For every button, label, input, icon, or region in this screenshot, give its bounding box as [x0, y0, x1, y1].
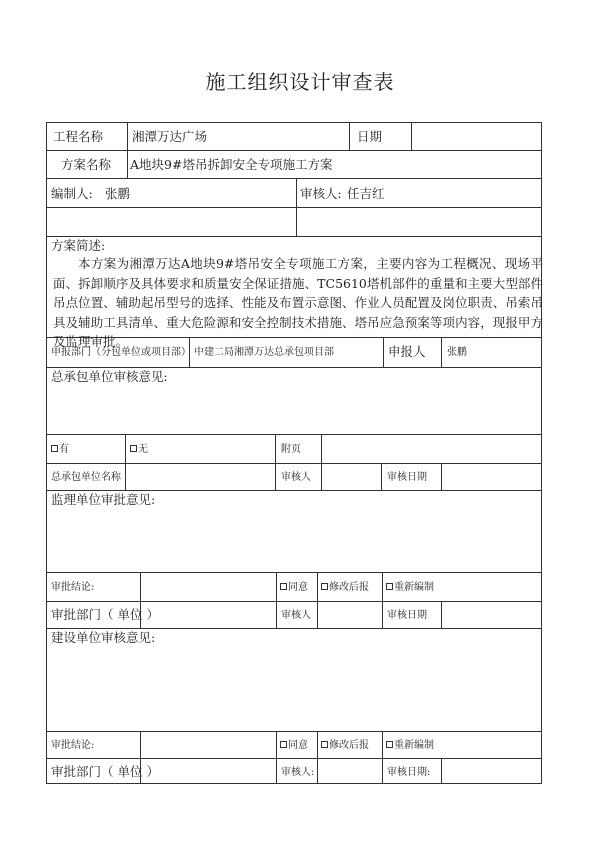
owner-option-redo[interactable]: 重新编制 — [386, 738, 434, 754]
contractor-option-yes[interactable]: 有 — [51, 442, 69, 458]
project-name-value: 湘潭万达广场 — [132, 129, 208, 144]
supervisor-option-revise[interactable]: 修改后报 — [321, 580, 369, 596]
supervisor-option-agree[interactable]: 同意 — [280, 580, 308, 596]
submission-dept-label: 申报部门（分包单位或项目部） — [51, 347, 191, 358]
supervisor-option-redo[interactable]: 重新编制 — [386, 580, 434, 596]
attachment-pages-label: 附页 — [281, 444, 301, 455]
supervisor-dept-label: 审批部门（ 单位 ） — [51, 607, 159, 622]
date-label: 日期 — [357, 129, 383, 144]
owner-option-agree[interactable]: 同意 — [280, 738, 308, 754]
supervisor-reviewer-label: 审核人 — [281, 610, 311, 621]
reviewer-value: 任吉红 — [347, 186, 385, 201]
checkbox-icon[interactable] — [386, 741, 393, 748]
checkbox-icon[interactable] — [130, 445, 137, 452]
contractor-review-date-label: 审核日期 — [387, 472, 427, 483]
submission-dept-value: 中建二局湘潭万达总承包项目部 — [194, 347, 334, 358]
owner-reviewer-label: 审核人: — [281, 767, 315, 778]
compiler-label: 编制人: — [51, 186, 93, 201]
supervisor-opinion-label: 监理单位审批意见: — [51, 492, 156, 507]
summary-text: 本方案为湘潭万达A地块9#塔吊安全专项施工方案，主要内容为工程概况、现场平面、拆卸顺序及具体要求和质量安全保证措施、TC5610塔机部件的重量和主要大型部件吊点位置、辅助起吊型号的选择、性能及布置示意图、作业人员配置及岗位职责、吊索吊具及辅助工具清单、重大危险源和安全控制技术措施、塔吊应急预案等项内容，现报甲方及监理审批。 — [53, 256, 543, 349]
owner-opinion-label: 建设单位审核意见: — [51, 630, 156, 645]
compiler-value: 张鹏 — [105, 186, 131, 201]
scheme-name-label: 方案名称 — [61, 157, 112, 172]
contractor-opinion-label: 总承包单位审核意见: — [51, 369, 168, 384]
project-name-label: 工程名称 — [53, 129, 104, 144]
reviewer-label: 审核人: — [300, 186, 342, 201]
date-value[interactable] — [415, 129, 535, 145]
applicant-value: 张鹏 — [447, 347, 467, 358]
owner-conclusion-label: 审批结论: — [51, 740, 95, 751]
scheme-name-value: A地块9#塔吊拆卸安全专项施工方案 — [130, 157, 333, 172]
owner-dept-label: 审批部门（ 单位 ） — [51, 764, 159, 779]
supervisor-conclusion-label: 审批结论: — [51, 582, 95, 593]
checkbox-icon[interactable] — [386, 583, 393, 590]
contractor-reviewer-label: 审核人 — [281, 472, 311, 483]
checkbox-icon[interactable] — [280, 741, 287, 748]
owner-option-revise[interactable]: 修改后报 — [321, 738, 369, 754]
checkbox-icon[interactable] — [321, 583, 328, 590]
checkbox-icon[interactable] — [280, 583, 287, 590]
supervisor-review-date-label: 审核日期 — [387, 610, 427, 621]
page-title: 施工组织设计审查表 — [205, 70, 395, 94]
checkbox-icon[interactable] — [51, 445, 58, 452]
checkbox-icon[interactable] — [321, 741, 328, 748]
owner-review-date-label: 审核日期: — [387, 767, 431, 778]
applicant-label: 申报人 — [388, 344, 426, 359]
contractor-unit-label: 总承包单位名称 — [51, 472, 121, 483]
summary-label: 方案简述: — [51, 238, 106, 253]
contractor-option-no[interactable]: 无 — [130, 442, 148, 458]
